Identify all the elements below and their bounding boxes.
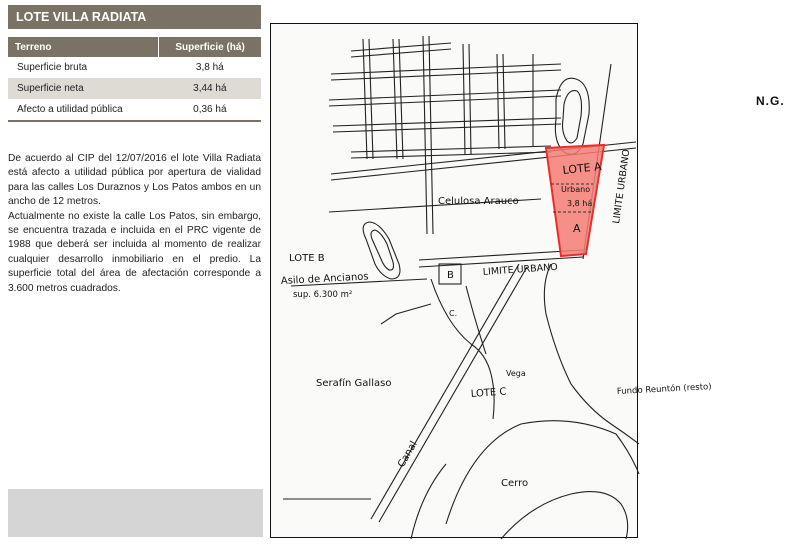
letter-c-label: C.: [449, 309, 458, 318]
row-value: 3,8 há: [195, 62, 224, 73]
lote-c-label: LOTE C: [470, 386, 507, 400]
row-label: Superficie bruta: [17, 62, 88, 73]
row-value: 0,36 há: [159, 99, 261, 121]
table-header-row: [8, 37, 261, 57]
description: [8, 152, 261, 296]
urbano-label: Urbano: [561, 185, 591, 194]
row-label: Superficie neta: [8, 78, 159, 99]
asilo-label: Asilo de Ancianos: [280, 271, 369, 287]
area-a-label: 3,8 há: [567, 199, 593, 208]
vega-label: Vega: [506, 369, 526, 378]
letter-b-label: B: [447, 270, 454, 281]
table-row: [8, 57, 261, 78]
site-plan-map: [270, 23, 712, 538]
limite-urbano-horizontal: LIMITE URBANO: [482, 261, 559, 278]
fundo-label: Fundo Reuntón (resto): [616, 382, 712, 397]
description-paragraph-2: Actualmente no existe la calle Los Patos, sin embargo, se encuentra trazada e incluida en el PRC vigente de 1988 que deberá ser incluida al momento de realizar cualquier desarrollo inmobiliario en el predio. La superficie total del área de afectación corresponde a 3.600 metros cuadrados.: [8, 210, 261, 294]
row-label: Afecto a utilidad pública: [8, 99, 159, 121]
table-row: [8, 99, 261, 121]
section-title: LOTE VILLA RADIATA: [8, 5, 261, 29]
table-row: [8, 78, 261, 99]
serafin-label: Serafín Gallaso: [316, 378, 392, 389]
header-terreno: Terreno: [8, 37, 159, 57]
lote-a-label: LOTE A: [561, 159, 603, 177]
north-label: N.G.: [756, 94, 785, 108]
map-drawing: [271, 24, 712, 539]
limite-urbano-vertical: LIMITE URBANO: [611, 148, 633, 225]
lote-b-label: LOTE B: [289, 253, 325, 264]
row-value: 3,44 há: [159, 78, 261, 99]
letter-a-label: A: [573, 222, 581, 235]
gray-footer-box: [8, 489, 263, 537]
canal-label: Canal: [396, 439, 420, 470]
celulosa-label: Celulosa Arauco: [438, 196, 519, 207]
description-paragraph-1: De acuerdo al CIP del 12/07/2016 el lote Villa Radiata está afecto a utilidad pública por apertura de vialidad para las calles Los Duraznos y Los Patos ambos en un ancho de 12 metros.: [8, 153, 261, 208]
surface-table: [8, 37, 261, 122]
cerro-label: Cerro: [501, 478, 529, 489]
sup-label: sup. 6.300 m²: [293, 290, 353, 300]
header-superficie: Superficie (há): [159, 37, 261, 57]
